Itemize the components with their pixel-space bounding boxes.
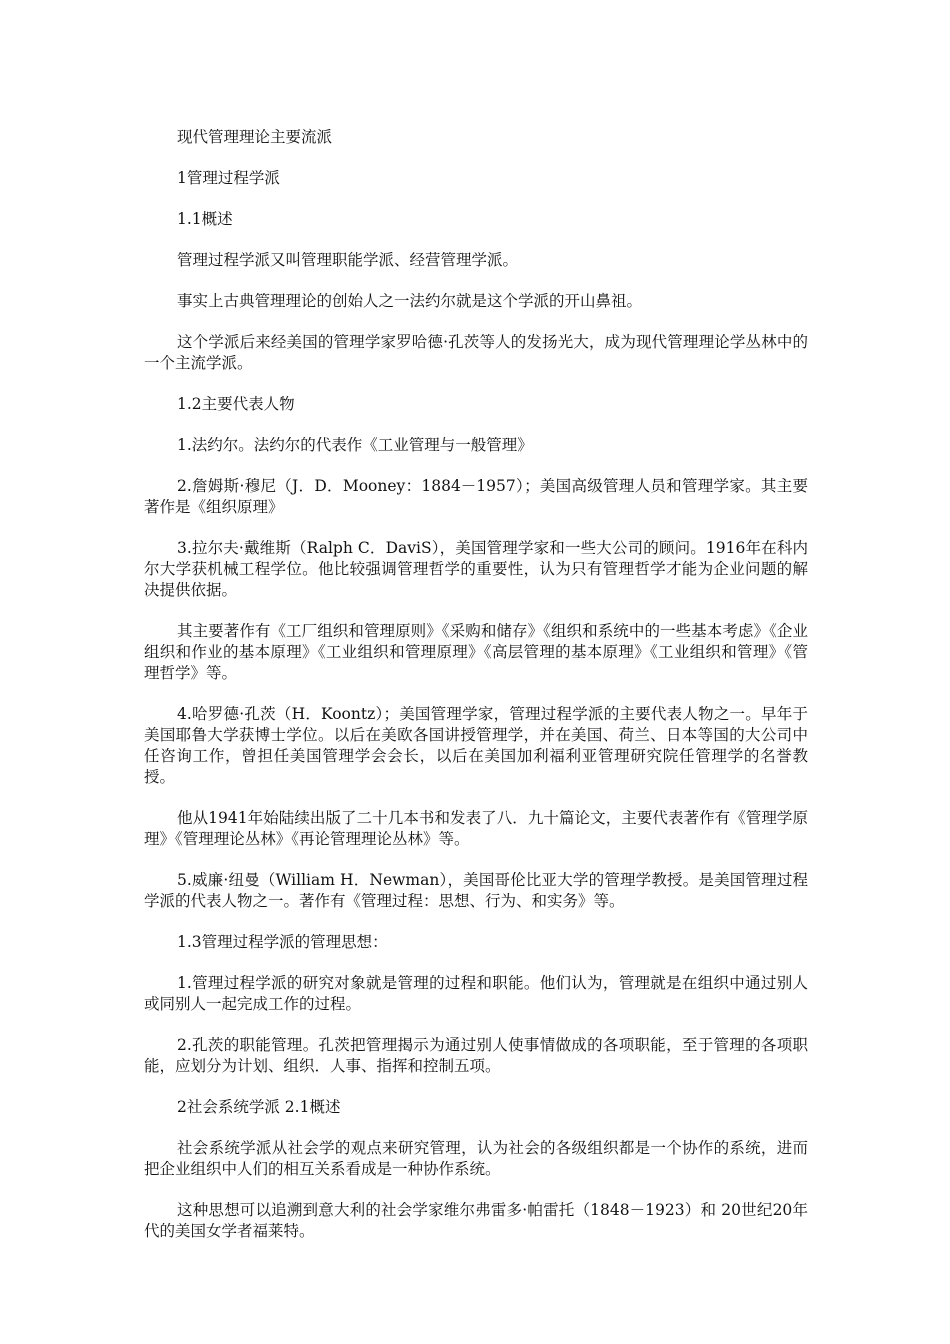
subsection-heading-1-2: 1.2主要代表人物 (177, 395, 295, 413)
paragraph: 2.詹姆斯·穆尼（J．D．Mooney：1884－1957）；美国高级管理人员和管理学家。其主要著作是《组织原理》 (144, 477, 808, 516)
paragraph: 1.法约尔。法约尔的代表作《工业管理与一般管理》 (177, 436, 533, 454)
paragraph: 这种思想可以追溯到意大利的社会学家维尔弗雷多·帕雷托（1848－1923）和 20世纪20年代的美国女学者福莱特。 (144, 1201, 808, 1240)
paragraph: 社会系统学派从社会学的观点来研究管理，认为社会的各级组织都是一个协作的系统，进而把企业组织中人们的相互关系看成是一种协作系统。 (144, 1139, 808, 1178)
paragraph: 2.孔茨的职能管理。孔茨把管理揭示为通过别人使事情做成的各项职能，至于管理的各项职能，应划分为计划、组织．人事、指挥和控制五项。 (144, 1036, 808, 1075)
section-heading-1: 1管理过程学派 (177, 169, 280, 187)
subsection-heading-1-1: 1.1概述 (177, 210, 233, 228)
subsection-heading-1-3: 1.3管理过程学派的管理思想： (177, 933, 388, 951)
document-body (144, 127, 808, 1262)
document-title: 现代管理理论主要流派 (177, 128, 333, 146)
paragraph: 4.哈罗德·孔茨（H．Koontz）；美国管理学家，管理过程学派的主要代表人物之一。早年于美国耶鲁大学获博士学位。以后在美欧各国讲授管理学，并在美国、荷兰、日本等国的大公司中任咨询工作，曾担任美国管理学会会长，以后在美国加利福利亚管理研究院任管理学的名誉教授。 (144, 705, 808, 786)
section-heading-2: 2社会系统学派 2.1概述 (177, 1098, 341, 1116)
paragraph: 其主要著作有《工厂组织和管理原则》《采购和储存》《组织和系统中的一些基本考虑》《企业组织和作业的基本原理》《工业组织和管理原理》《高层管理的基本原理》《工业组织和管理》《管理哲学》等。 (144, 622, 808, 682)
paragraph: 5.威廉·纽曼（William H．Newman），美国哥伦比亚大学的管理学教授。是美国管理过程学派的代表人物之一。著作有《管理过程：思想、行为、和实务》等。 (144, 871, 808, 910)
paragraph: 3.拉尔夫·戴维斯（Ralph C．DaviS），美国管理学家和一些大公司的顾问。1916年在科内尔大学获机械工程学位。他比较强调管理哲学的重要性，认为只有管理哲学才能为企业问题的解决提供依据。 (144, 539, 808, 599)
paragraph: 管理过程学派又叫管理职能学派、经营管理学派。 (177, 251, 519, 269)
paragraph: 1.管理过程学派的研究对象就是管理的过程和职能。他们认为，管理就是在组织中通过别人或同别人一起完成工作的过程。 (144, 974, 808, 1013)
paragraph: 事实上古典管理理论的创始人之一法约尔就是这个学派的开山鼻祖。 (177, 292, 643, 310)
paragraph: 这个学派后来经美国的管理学家罗哈德·孔茨等人的发扬光大，成为现代管理理论学丛林中的一个主流学派。 (144, 333, 808, 372)
paragraph: 他从1941年始陆续出版了二十几本书和发表了八．九十篇论文，主要代表著作有《管理学原理》《管理理论丛林》《再论管理理论丛林》等。 (144, 809, 808, 848)
